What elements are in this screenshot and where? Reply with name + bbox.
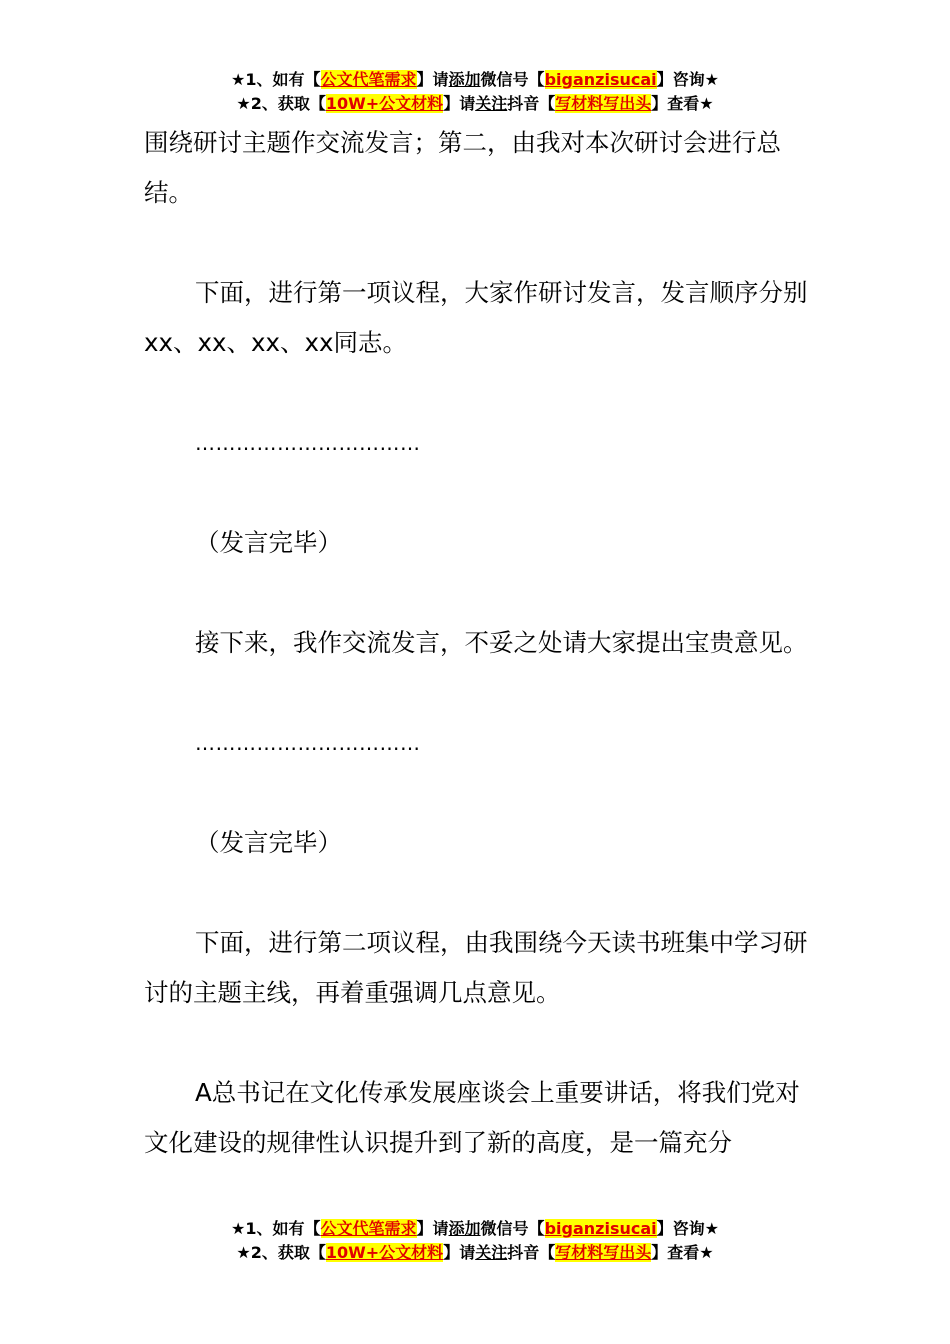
ellipsis-line: ……………………………	[195, 731, 421, 755]
banner-line-2: ★2、获取【10W+公文材料】请关注抖音【写材料写出头】查看★	[236, 94, 714, 113]
paragraph: 下面，进行第一项议程，大家作研讨发言，发言顺序分别xx、xx、xx、xx同志。	[144, 278, 808, 357]
paragraph: 围绕研讨主题作交流发言；第二，由我对本次研讨会进行总结。	[144, 128, 781, 207]
footer-banner	[0, 1217, 950, 1265]
paragraph: （发言完毕）	[195, 528, 342, 557]
banner-line-2: ★2、获取【10W+公文材料】请关注抖音【写材料写出头】查看★	[236, 1243, 714, 1262]
banner-highlight-service: 公文代笔需求	[320, 1219, 417, 1238]
banner-line-1: ★1、如有【公文代笔需求】请添加微信号【biganzisucai】咨询★	[231, 1219, 719, 1238]
document-body	[144, 118, 810, 1218]
banner-highlight-materials: 10W+公文材料	[325, 1243, 444, 1262]
banner-highlight-wechat: biganzisucai	[544, 70, 657, 89]
paragraph: （发言完毕）	[195, 828, 342, 857]
banner-highlight-douyin: 写材料写出头	[555, 1243, 652, 1262]
banner-highlight-wechat: biganzisucai	[544, 1219, 657, 1238]
header-banner	[0, 68, 950, 116]
banner-highlight-service: 公文代笔需求	[320, 70, 417, 89]
paragraph: 下面，进行第二项议程，由我围绕今天读书班集中学习研讨的主题主线，再着重强调几点意见。	[144, 928, 808, 1007]
paragraph: 接下来，我作交流发言，不妥之处请大家提出宝贵意见。	[195, 628, 808, 657]
paragraph: A总书记在文化传承发展座谈会上重要讲话，将我们党对文化建设的规律性认识提升到了新的高度，是一篇充分	[144, 1078, 800, 1157]
ellipsis-line: ……………………………	[195, 431, 421, 455]
banner-highlight-douyin: 写材料写出头	[555, 94, 652, 113]
banner-highlight-materials: 10W+公文材料	[325, 94, 444, 113]
banner-line-1: ★1、如有【公文代笔需求】请添加微信号【biganzisucai】咨询★	[231, 70, 719, 89]
